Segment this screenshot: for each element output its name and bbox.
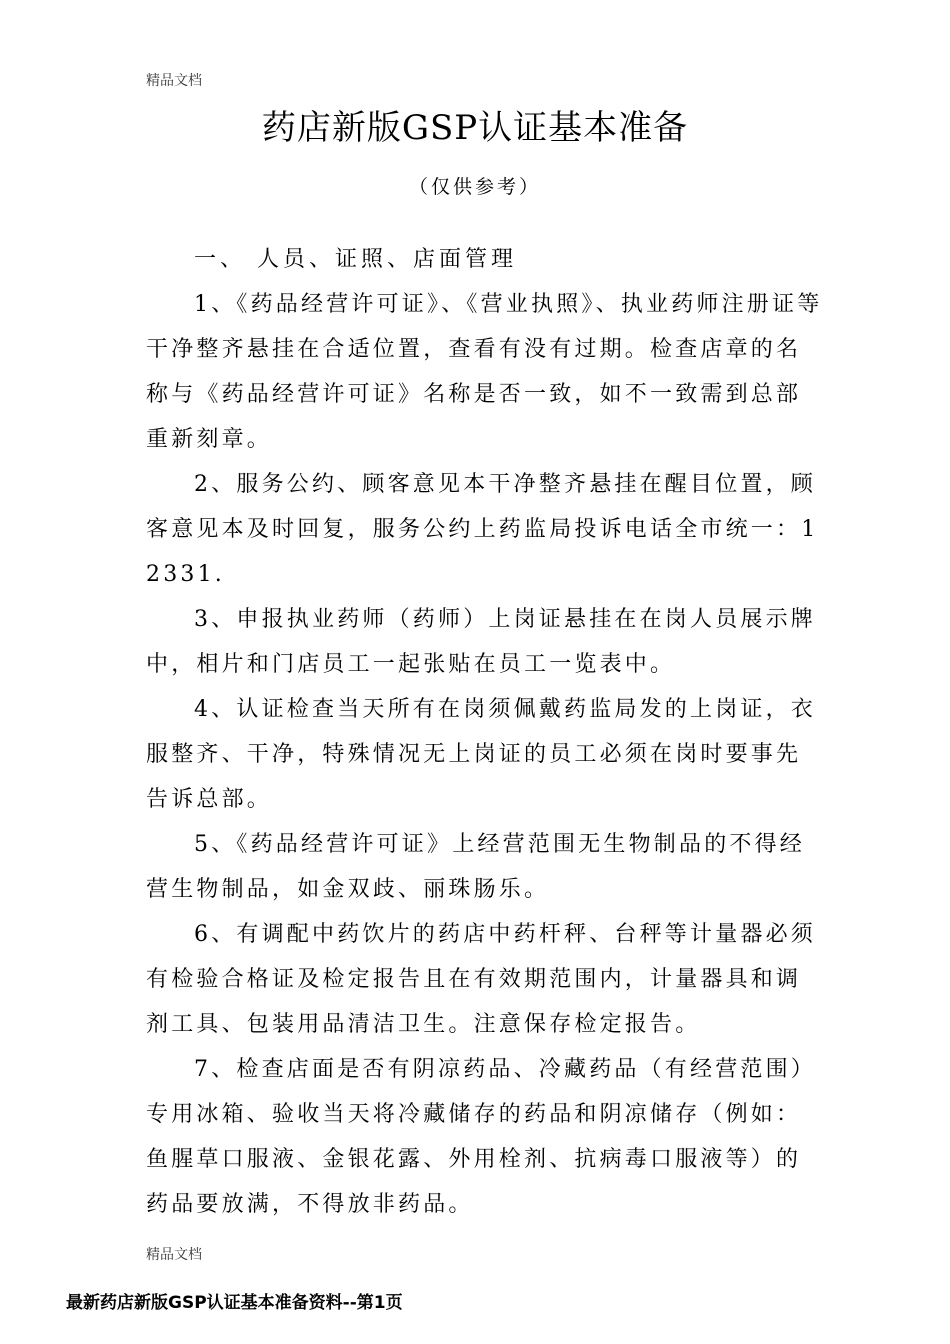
list-item: 2、服务公约、顾客意见本干净整齐悬挂在醒目位置，顾客意见本及时回复，服务公约上药监局投诉电话全市统一：12331. — [146, 472, 819, 587]
list-item: 5、《药品经营许可证》上经营范围无生物制品的不得经营生物制品，如金双歧、丽珠肠乐。 — [146, 832, 805, 902]
list-item: 6、有调配中药饮片的药店中药杆秤、台秤等计量器必须有检验合格证及检定报告且在有效期范围内，计量器具和调剂工具、包装用品清洁卫生。注意保存检定报告。 — [146, 922, 816, 1037]
page-header-label: 精品文档 — [146, 73, 202, 89]
document-title: 药店新版GSP认证基本准备 — [261, 108, 689, 148]
list-item: 3、申报执业药师（药师）上岗证悬挂在在岗人员展示牌中，相片和门店员工一起张贴在员工一览表中。 — [146, 607, 816, 677]
page-caption: 最新药店新版GSP认证基本准备资料--第1页 — [66, 1293, 403, 1313]
list-item: 1、《药品经营许可证》、《营业执照》、执业药师注册证等干净整齐悬挂在合适位置，查看有没有过期。检查店章的名称与《药品经营许可证》名称是否一致，如不一致需到总部重新刻章。 — [146, 292, 823, 452]
section-heading: 一、 人员、证照、店面管理 — [194, 247, 517, 272]
list-item: 7、检查店面是否有阴凉药品、冷藏药品（有经营范围）专用冰箱、验收当天将冷藏储存的药品和阴凉储存（例如：鱼腥草口服液、金银花露、外用栓剂、抗病毒口服液等）的药品要放满，不得放非药品。 — [146, 1057, 816, 1217]
list-item: 4、认证检查当天所有在岗须佩戴药监局发的上岗证，衣服整齐、干净，特殊情况无上岗证的员工必须在岗时要事先告诉总部。 — [146, 697, 816, 812]
page-footer-label: 精品文档 — [146, 1247, 202, 1263]
document-subtitle: （仅供参考） — [408, 176, 541, 198]
document-body — [146, 238, 826, 1227]
